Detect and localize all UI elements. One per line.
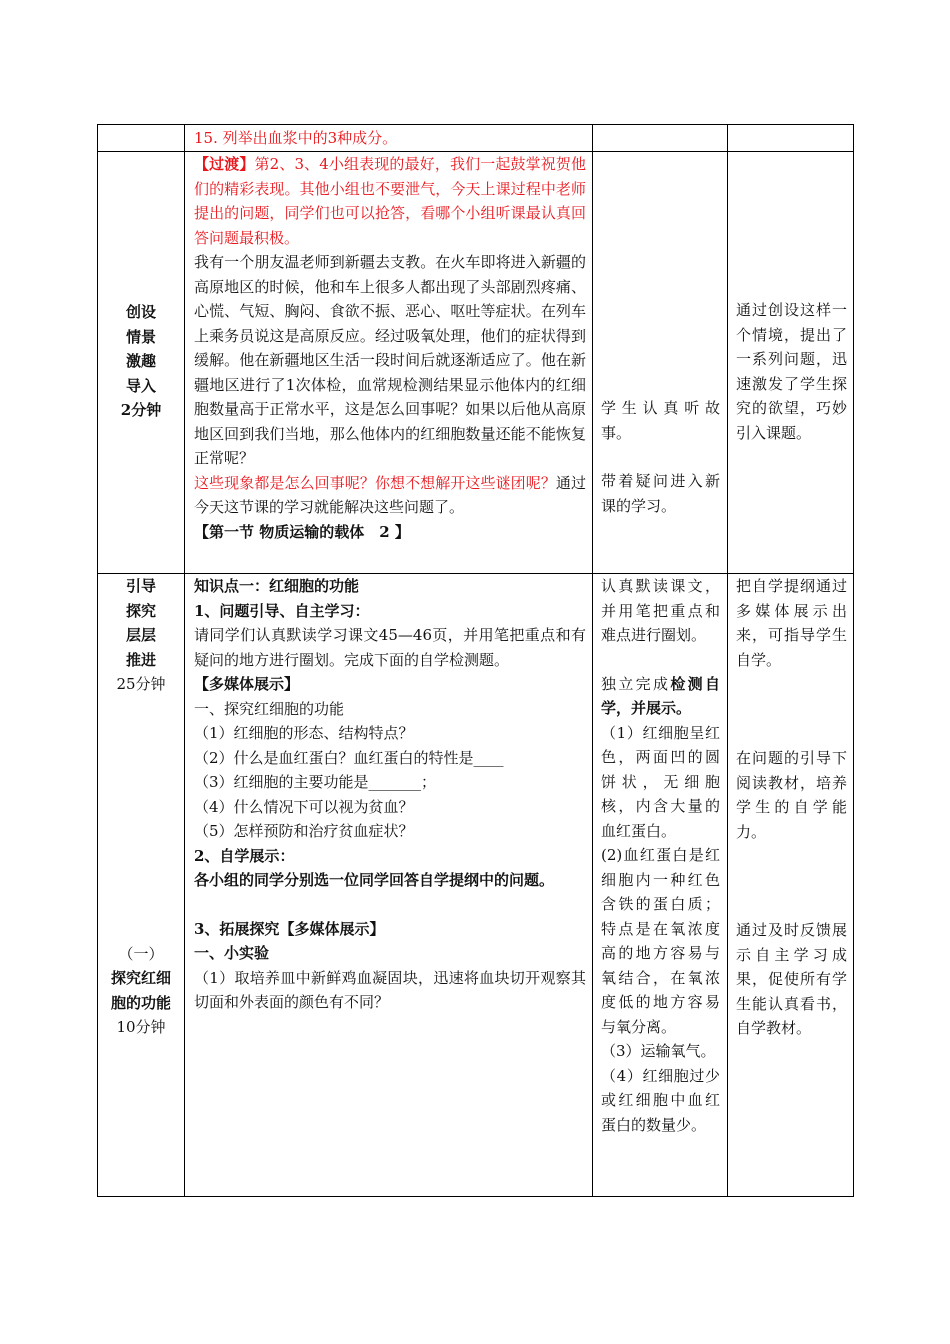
student-complete: 独立完成检测自学，并展示。	[601, 674, 720, 717]
experiment-text: （1）取培养皿中新鲜鸡血凝固块，迅速将血块切开观察其切面和外表面的颜色有不同？	[194, 968, 586, 1011]
student-activity-2: 带着疑问进入新课的学习。	[601, 472, 720, 515]
stage-cell	[98, 125, 185, 152]
question-item: （1）红细胞的形态、结构特点？	[194, 724, 414, 742]
intent-cell	[728, 152, 854, 574]
stage-label-intro: 创设 情景 激趣 导入 2分钟	[120, 303, 162, 419]
transition-tag: 【过渡】	[194, 155, 255, 173]
design-intent: 在问题的引导下阅读教材，培养学生的自学能力。	[736, 749, 847, 841]
student-activity-1: 学生认真听故事。	[601, 399, 720, 442]
intent-cell	[728, 574, 854, 1197]
table-row	[98, 574, 854, 1197]
student-cell	[593, 152, 728, 574]
table-row	[98, 125, 854, 152]
student-cell	[593, 574, 728, 1197]
experiment-title: 一、小实验	[194, 944, 270, 962]
question-red: 这些现象都是怎么回事呢？你想不想解开这些谜团呢？	[194, 473, 556, 492]
design-intent: 把自学提纲通过多媒体展示出来，可指导学生自学。	[736, 577, 847, 669]
section-title: 【第一节 物质运输的载体 2 】	[194, 522, 410, 541]
content-cell	[185, 574, 593, 1197]
stage-label-guide: 引导 探究 层层 推进 25分钟	[116, 577, 166, 693]
stage-label-explore: （一） 探究红细 胞的功能 10分钟	[110, 944, 171, 1036]
question-black: 通过今天这节课的学习就能解决这些问题了。	[194, 473, 586, 516]
transition-text: 第2、3、4小组表现的最好，我们一起鼓掌祝贺他们的精彩表现。其他小组也不要泄气，今天上课过程中老师提出的问题，同学们也可以抢答，看哪个小组听课最认真回答问题最积极。	[194, 155, 586, 247]
table-row	[98, 152, 854, 574]
question-paragraph	[185, 471, 592, 520]
step1-title: 1、问题引导、自主学习：	[194, 601, 370, 620]
answer-item: （3）运输氧气。	[601, 1042, 716, 1060]
question-item: （4）什么情况下可以视为贫血？	[194, 797, 414, 816]
answer-item: （4）红细胞过少或红细胞中血红蛋白的数量少。	[601, 1066, 720, 1134]
question-item: （2）什么是血红蛋白？血红蛋白的特性是____	[194, 748, 504, 767]
student-cell	[593, 125, 728, 152]
answer-item: (2)血红蛋白是红细胞内一种红色含铁的蛋白质；特点是在氧浓度高的地方容易与氧结合，在氧浓度低的地方容易与氧分离。	[601, 846, 720, 1036]
step1-text: 请同学们认真默读学习课文45—46页，并用笔把重点和有疑问的地方进行圈划。完成下面的自学检测题。	[194, 626, 586, 669]
intent-cell	[728, 125, 854, 152]
stage-cell	[98, 152, 185, 574]
transition-paragraph	[185, 152, 592, 250]
design-intent: 通过创设这样一个情境，提出了一系列问题，迅速激发了学生探究的欲望，巧妙引入课题。	[736, 301, 847, 442]
content-cell	[185, 152, 593, 574]
answer-item: （1）红细胞呈红色，两面凹的圆饼状，无细胞核，内含大量的血红蛋白。	[601, 723, 720, 840]
plasma-question: 15. 列举出血浆中的3种成分。	[194, 129, 398, 147]
lesson-plan-table	[97, 124, 854, 1197]
student-read: 认真默读课文，并用笔把重点和难点进行圈划。	[601, 577, 720, 644]
question-item: （5）怎样预防和治疗贫血症状？	[194, 822, 414, 840]
media-tag: 【多媒体展示】	[194, 675, 300, 693]
question-item: （3）红细胞的主要功能是_______；	[194, 773, 437, 791]
step2-title: 2、自学展示：	[194, 846, 295, 865]
knowledge-point-title: 知识点一：红细胞的功能	[194, 577, 360, 595]
step2-text: 各小组的同学分别选一位同学回答自学提纲中的问题。	[194, 871, 555, 889]
explore-title: 一、探究红细胞的功能	[194, 699, 345, 718]
stage-cell	[98, 574, 185, 1197]
step3-title: 3、拓展探究【多媒体展示】	[194, 919, 385, 938]
content-cell	[185, 125, 593, 152]
story-paragraph: 我有一个朋友温老师到新疆去支教。在火车即将进入新疆的高原地区的时候，他和车上很多人都出现了头部剧烈疼痛、心慌、气短、胸闷、食欲不振、恶心、呕吐等症状。在列车上乘务员说这是高原反应。经过吸氧处理，他们的症状得到缓解。他在新疆地区生活一段时间后就逐渐适应了。他在新疆地区进行了1次体检，血常规检测结果显示他体内的红细胞数量高于正常水平，这是怎么回事呢？如果以后他从高原地区回到我们当地，那么他体内的红细胞数量还能不能恢复正常呢？	[194, 253, 586, 467]
design-intent: 通过及时反馈展示自主学习成果，促使所有学生能认真看书，自学教材。	[736, 921, 847, 1037]
